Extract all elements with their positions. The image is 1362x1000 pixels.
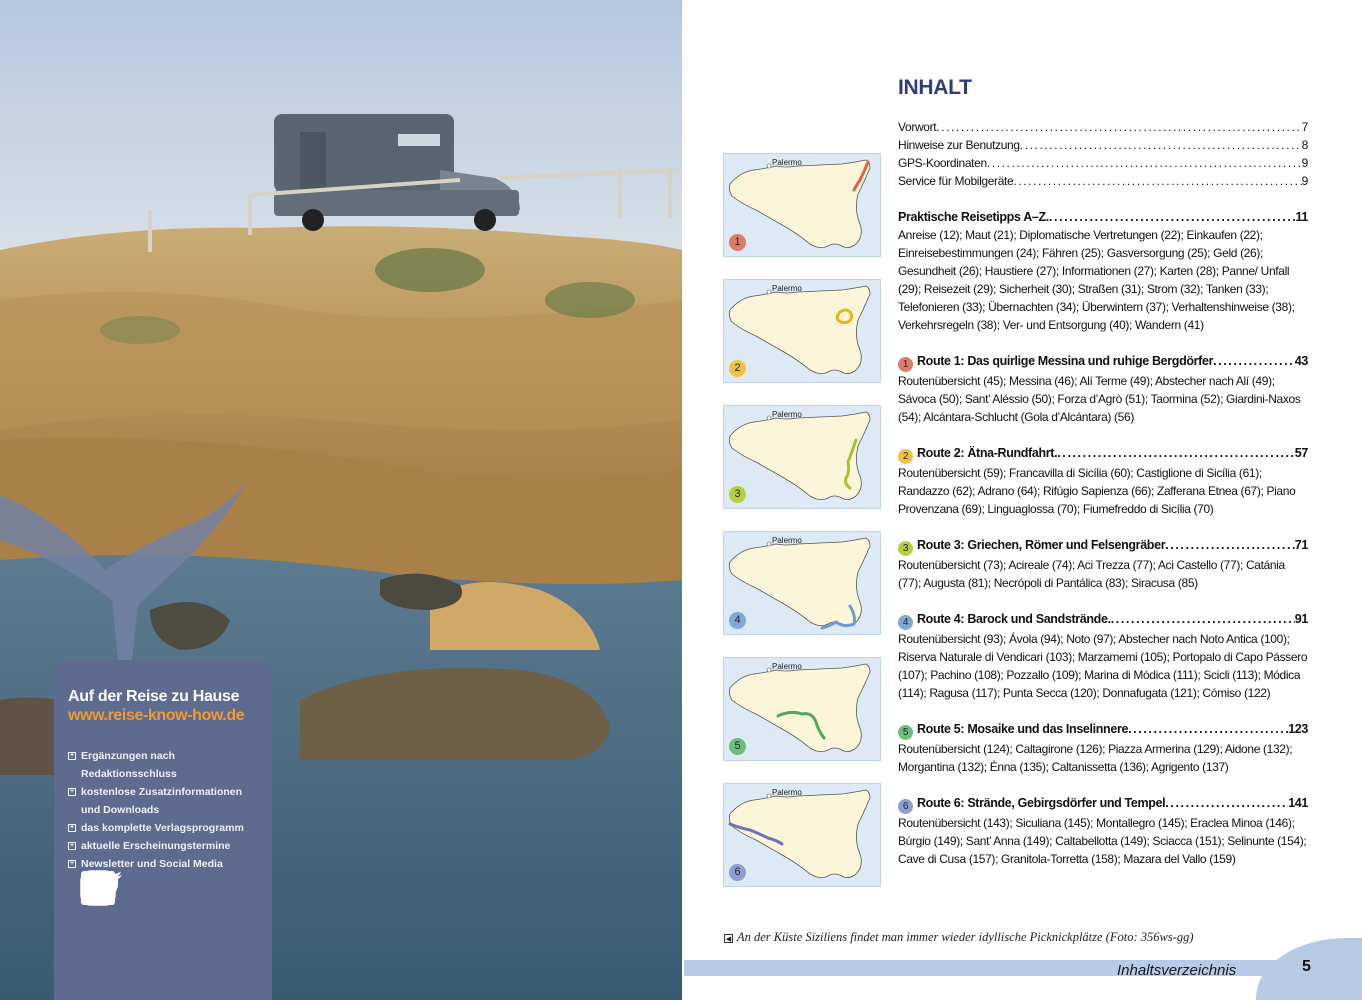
toc-section-tips [898,208,1308,334]
toc-section-route-4 [898,610,1308,702]
footer-section-title: Inhaltsverzeichnis [1117,962,1237,979]
route-number-badge: 6 [898,799,913,814]
checkbox-icon: + [69,842,75,849]
instagram-icon[interactable] [168,870,204,906]
route-number-badge: 2 [898,449,913,464]
city-label-palermo: Palermo [772,662,802,671]
route-map-6[interactable] [723,783,881,887]
page-number: 5 [1302,958,1311,975]
promo-box [54,660,272,1000]
city-marker-icon [767,668,771,672]
route-map-3[interactable] [723,405,881,509]
route-map-4[interactable] [723,531,881,635]
toc-section-route-5 [898,720,1308,776]
toc-section-heading[interactable]: 2 Route 2: Ätna-Rundfahrt. ..... 57 [898,444,1308,464]
city-label-palermo: Palermo [772,284,802,293]
checkbox-icon: + [69,860,75,867]
social-icons [80,870,204,906]
route-number-badge: 1 [898,357,913,372]
toc-entry[interactable]: Vorwort ..... 7 [898,118,1308,136]
city-marker-icon [767,542,771,546]
city-label-palermo: Palermo [772,536,802,545]
route-number-badge: 6 [729,864,746,881]
city-marker-icon [767,416,771,420]
sicily-outline [729,286,870,374]
route-number-badge: 3 [729,486,746,503]
toc-section-heading[interactable]: 4 Route 4: Barock und Sandstrände. ..... 91 [898,610,1308,630]
toc-section-route-1 [898,352,1308,426]
route-map-1[interactable] [723,153,881,257]
sicily-map-icon [724,658,882,762]
city-label-palermo: Palermo [772,158,802,167]
toc-section-heading[interactable]: 5 Route 5: Mosaike und das Inselinnere ..... 123 [898,720,1308,740]
route-map-5[interactable] [723,657,881,761]
toc-section-heading[interactable]: Praktische Reisetipps A–Z. ..... 11 [898,208,1308,226]
sicily-map-icon [724,532,882,636]
toc-entry[interactable]: Hinweise zur Benutzung ..... 8 [898,136,1308,154]
toc-section-route-2 [898,444,1308,518]
sicily-map-icon [724,154,882,258]
toc-entry[interactable]: Service für Mobilgeräte ..... 9 [898,172,1308,190]
checkbox-icon: + [69,788,75,795]
city-marker-icon [767,164,771,168]
route-map-2[interactable] [723,279,881,383]
toc-section-route-6 [898,794,1308,868]
checkbox-icon: + [69,752,75,759]
promo-list-item: + kostenlose Zusatzinformationen [69,786,243,798]
sicily-outline [729,538,870,626]
promo-title: Auf der Reise zu Hause [68,688,240,705]
toc-section-text: Routenübersicht (73); Acireale (74); Aci Trezza (77); Aci Castello (77); Catánia (77); Augusta (81); Necrópoli di Pantálica (83); Siracusa (85) [898,558,1285,590]
city-marker-icon [767,290,771,294]
sicily-outline [729,160,870,248]
toc-section-text: Routenübersicht (59); Francavilla di Sicília (60); Castiglione di Sicília (61); Randazzo (62); Adrano (64); Rifúgio Sapienza (66); Zafferana Etnea (67); Piano Provenzana (69); Linguaglossa (70); Fiumefreddo di Sicília (70) [898,466,1296,516]
checkbox-icon: + [69,824,75,831]
promo-list-item: + Ergänzungen nach Redaktionsschluss [69,750,177,780]
page-title: INHALT [898,76,972,99]
photo-caption: ◀ An der Küste Siziliens findet man immer wieder idyllische Picknickplätze (Foto: 356ws-gg) [725,930,1194,944]
sicily-map-icon [724,784,882,888]
promo-list-item: + das komplette Verlagsprogramm [69,822,244,834]
table-of-contents [898,118,1308,868]
route-number-badge: 4 [898,615,913,630]
sicily-outline [729,664,870,752]
footer-band [684,960,1362,976]
sicily-map-icon [724,280,882,384]
toc-section-heading[interactable]: 6 Route 6: Strände, Gebirgsdörfer und Tempel ..... 141 [898,794,1308,814]
toc-section-text: Routenübersicht (93); Ávola (94); Noto (97); Abstecher nach Noto Antica (100); Riserva Naturale di Vendicari (103); Marzamemi (105); Portopalo di Capo Pássero (107); Pachino (108); Pozzallo (109); Marina di Módica (111); Scicli (113); Módica (114); Ragusa (117); Punta Secca (120); Donnafugata (121); Cómiso (122) [898,632,1308,700]
toc-section-heading[interactable]: 3 Route 3: Griechen, Römer und Felsengräber ..... 71 [898,536,1308,556]
route-number-badge: 5 [898,725,913,740]
toc-section-route-3 [898,536,1308,592]
route-number-badge: 5 [729,738,746,755]
promo-list-item: und Downloads [81,804,160,816]
promo-list [68,747,258,873]
toc-section-text: Routenübersicht (124); Caltagirone (126); Piazza Armerina (129); Aidone (132); Morgantina (132); Énna (135); Caltanissetta (136); Agrigento (137) [898,742,1293,774]
promo-url-link[interactable]: www.reise-know-how.de [68,707,245,724]
toc-section-text: Routenübersicht (143); Siculiana (145); Montallegro (145); Eraclea Minoa (146); Búrgio (149); Sant’ Anna (149); Caltabellotta (149); Sciacca (151); Selinunte (154); Cave di Cusa (157); Granitola-Torretta (158); Mazara del Vallo (159) [898,816,1307,866]
sicily-map-icon [724,406,882,510]
route-number-badge: 1 [729,234,746,251]
sicily-outline [729,790,870,878]
route-number-badge: 4 [729,612,746,629]
route-number-badge: 3 [898,541,913,556]
toc-section-heading[interactable]: 1 Route 1: Das quirlige Messina und ruhige Bergdörfer ..... 43 [898,352,1308,372]
twitter-icon[interactable] [124,870,160,906]
toc-section-text: Routenübersicht (45); Messina (46); Alí Terme (49); Abstecher nach Alí (49); Sávoca (50); Sant’ Aléssio (50); Forza d’Agrò (51); Taormina (52); Giardini-Naxos (54); Alcántara-Schlucht (Gola d’Alcántara) (56) [898,374,1301,424]
city-marker-icon [767,794,771,798]
arrow-left-icon: ◀ [725,935,732,943]
city-label-palermo: Palermo [772,410,802,419]
route-number-badge: 2 [729,360,746,377]
promo-list-item: + Newsletter und Social Media [69,858,223,870]
city-label-palermo: Palermo [772,788,802,797]
promo-list-item: + aktuelle Erscheinungstermine [69,840,231,852]
toc-section-text: Anreise (12); Maut (21); Diplomatische Vertretungen (22); Einkaufen (22); Einreisebestimmungen (24); Fähren (25); Gasversorgung (25); Geld (26); Gesundheit (26); Haustiere (27); Informationen (27); Karten (28); Panne/ Unfall (29); Reisezeit (29); Sicherheit (30); Straßen (31); Strom (32); Tanken (33); Telefonieren (33); Übernachten (34); Überwintern (37); Verhaltenshinweise (38); Verkehrsregeln (38); Ver- und Entsorgung (40); Wandern (41) [898,228,1295,332]
toc-entry[interactable]: GPS-Koordinaten ..... 9 [898,154,1308,172]
